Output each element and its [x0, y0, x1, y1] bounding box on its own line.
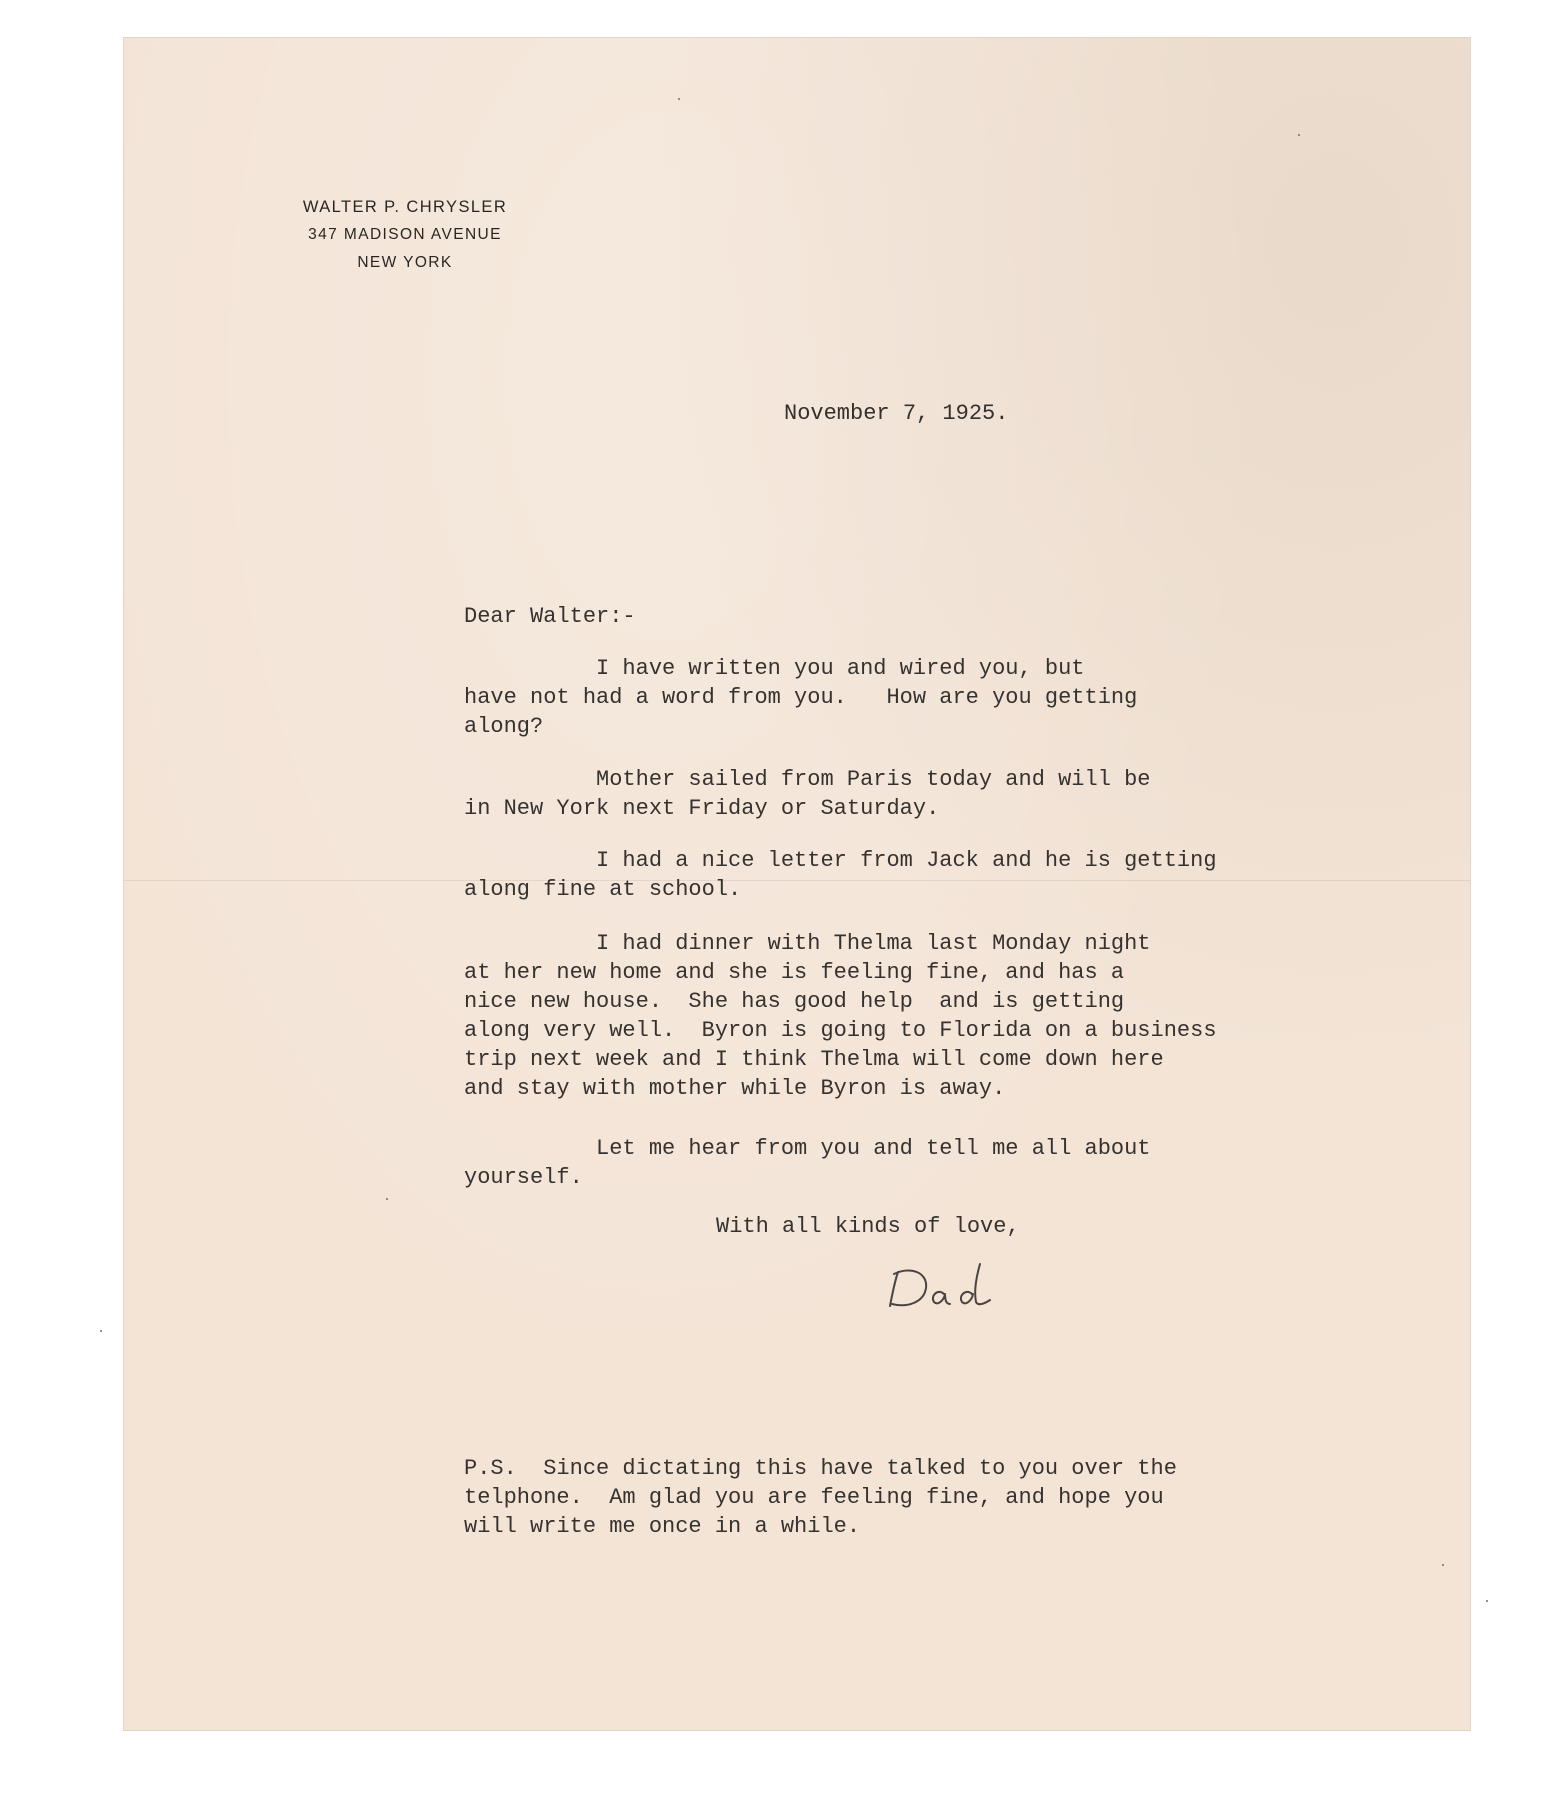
letterhead-city: NEW YORK: [357, 254, 453, 271]
paper-speck: [386, 1198, 388, 1200]
paper-speck: [1442, 1564, 1444, 1566]
letter-sheet: [124, 38, 1470, 1730]
handwritten-signature: [884, 1258, 1024, 1323]
paragraph-2: Mother sailed from Paris today and will be in New York next Friday or Saturday.: [464, 767, 1151, 821]
postscript: P.S. Since dictating this have talked to you over the telphone. Am glad you are feeling fine, and hope you will write me once in a while.: [464, 1456, 1177, 1539]
page-speck: [1486, 1600, 1488, 1602]
paragraph-5: Let me hear from you and tell me all about yourself.: [464, 1136, 1151, 1190]
letterhead: [270, 193, 540, 277]
paragraph-4: I had dinner with Thelma last Monday night at her new home and she is feeling fine, and has a nice new house. She has good help and is getting along very well. Byron is going to Florida on a business trip next week and I think Thelma will come down here and stay with mother while Byron is away.: [464, 931, 1217, 1101]
letterhead-address: 347 MADISON AVENUE: [308, 226, 502, 243]
paragraph-1: I have written you and wired you, but have not had a word from you. How are you getting along?: [464, 656, 1138, 739]
paragraph-3: I had a nice letter from Jack and he is getting along fine at school.: [464, 848, 1217, 902]
page-speck: [100, 1330, 102, 1332]
closing-line: With all kinds of love,: [716, 1214, 1020, 1239]
letter-date: November 7, 1925.: [784, 401, 1009, 426]
salutation: Dear Walter:-: [464, 604, 636, 629]
paper-speck: [1298, 134, 1300, 136]
letterhead-name: WALTER P. CHRYSLER: [302, 198, 508, 216]
signature-dad-icon: [884, 1258, 1024, 1318]
paper-speck: [678, 98, 680, 100]
